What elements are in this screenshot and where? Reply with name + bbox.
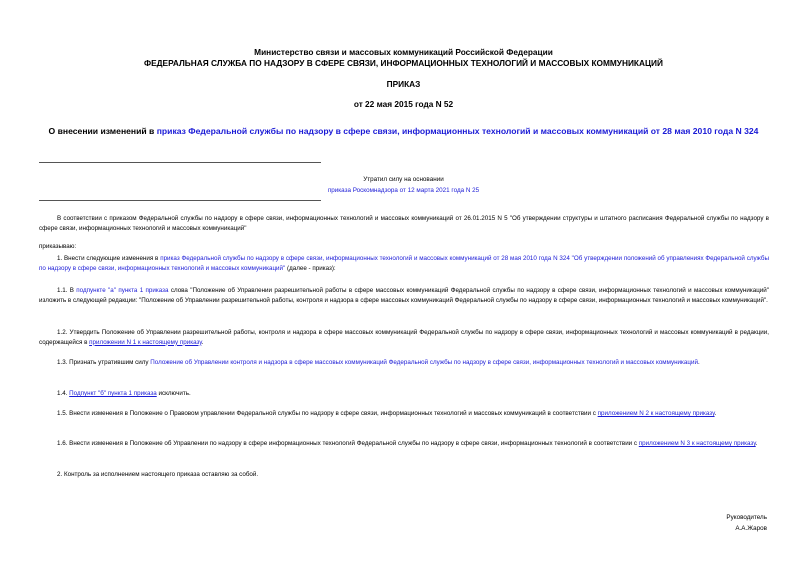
paragraph-1-6 bbox=[39, 439, 769, 449]
p14-text-b: исключить. bbox=[156, 390, 191, 397]
p14-link[interactable]: Подпункт "б" пункта 1 приказа bbox=[69, 390, 157, 397]
paragraph-1 bbox=[39, 254, 769, 273]
p13-link[interactable]: Положение об Управлении контроля и надзора в сфере массовых коммуникаций Федеральной службы по надзору в сфере связи, информационных технологий и массовых коммуникаций bbox=[150, 359, 698, 366]
p11-text-a: 1.1. В bbox=[57, 287, 77, 294]
p15-text-a: 1.5. Внести изменения в Положение о Правовом управлении Федеральной службы по надзору в сфере связи, информационных технологий и массовых коммуникаций в соответствии с bbox=[57, 410, 598, 417]
title-prefix: О внесении изменений в bbox=[48, 126, 157, 136]
p13-text-a: 1.3. Признать утратившим силу bbox=[57, 359, 151, 366]
paragraph-1-1 bbox=[39, 286, 769, 305]
p1-text-b: (далее - приказ): bbox=[285, 264, 336, 272]
p1-link[interactable]: приказ Федеральной службы по надзору в сфере связи, информационных технологий и массовых коммуникаций от 28 мая 2010 года N 324 "Об утверждении положений об управлениях Федеральной службы по надзору в сфере связи, информационных технологий и массовых коммуникаций" bbox=[39, 255, 770, 272]
ministry-heading: Министерство связи и массовых коммуникаций Российской Федерации bbox=[254, 47, 553, 57]
status-note-line: Утратил силу на основании bbox=[363, 176, 444, 183]
p16-text-b: . bbox=[755, 440, 758, 447]
p13-text-b: . bbox=[697, 359, 700, 366]
top-divider bbox=[39, 162, 321, 163]
bottom-divider bbox=[39, 200, 321, 201]
document-title bbox=[40, 126, 767, 137]
doc-type-heading: ПРИКАЗ bbox=[386, 79, 421, 89]
p1-text-a: 1. Внести следующие изменения в bbox=[57, 255, 161, 262]
paragraph-1-3 bbox=[39, 358, 769, 368]
p15-text-b: . bbox=[714, 410, 717, 417]
signature-role: Руководитель bbox=[726, 514, 767, 521]
status-note-link-line bbox=[0, 187, 807, 195]
status-note-link[interactable]: приказа Роскомнадзора от 12 марта 2021 года N 25 bbox=[327, 187, 480, 194]
paragraph-1-4 bbox=[39, 389, 769, 399]
p16-link[interactable]: приложением N 3 к настоящему приказу bbox=[638, 440, 756, 447]
p12-link[interactable]: приложении N 1 к настоящему приказу bbox=[89, 338, 202, 346]
date-number-heading: от 22 мая 2015 года N 52 bbox=[353, 99, 454, 109]
p16-text-a: 1.6. Внести изменения в Положение об Управлении по надзору в сфере информационных технологий Федеральной службы по надзору в сфере связи, информационных технологий в соответствии с bbox=[57, 440, 639, 447]
service-heading: ФЕДЕРАЛЬНАЯ СЛУЖБА ПО НАДЗОРУ В СФЕРЕ СВЯЗИ, ИНФОРМАЦИОННЫХ ТЕХНОЛОГИЙ И МАССОВЫХ КОММУНИКАЦИЙ bbox=[144, 58, 663, 68]
p15-link[interactable]: приложением N 2 к настоящему приказу bbox=[597, 410, 715, 417]
order-word: приказываю: bbox=[39, 243, 77, 250]
title-link[interactable]: приказ Федеральной службы по надзору в сфере связи, информационных технологий и массовых коммуникаций от 28 мая 2010 года N 324 bbox=[156, 126, 759, 136]
p12-text-b: . bbox=[201, 338, 204, 346]
intro-paragraph: В соответствии с приказом Федеральной службы по надзору в сфере связи, информационных технологий и массовых коммуникаций от 26.01.2015 N 5 "Об утверждении структуры и штатного расписания Федеральной службы по надзору в сфере связи, информационных технологий и массовых коммуникаций" bbox=[39, 215, 769, 232]
paragraph-1-5 bbox=[39, 409, 769, 419]
paragraph-1-2 bbox=[39, 328, 769, 347]
p11-link[interactable]: подпункте "а" пункта 1 приказа bbox=[76, 287, 169, 294]
paragraph-2: 2. Контроль за исполнением настоящего приказа оставляю за собой. bbox=[57, 471, 259, 478]
signature-name: А.А.Жаров bbox=[735, 525, 767, 532]
p12-text-a: 1.2. Утвердить Положение об Управлении разрешительной работы, контроля и надзора в сфере массовых коммуникаций Федеральной службы по надзору в сфере связи, информационных технологий и массовых коммуникаций в редакции, содержащейся в bbox=[39, 329, 769, 346]
p11-text-b: слова "Положение об Управлении разрешительной работы в сфере массовых коммуникаций Федеральной службы по надзору в сфере связи, информационных технологий и массовых коммуникаций" изложить в следующей редакции: "Положение об Управлении разрешительной работы, контроля и надзора в сфере массовых коммуникаций Федеральной службы по надзору в сфере связи, информационных технологий и массовых коммуникаций". bbox=[39, 287, 769, 304]
p14-number: 1.4. bbox=[57, 390, 70, 397]
